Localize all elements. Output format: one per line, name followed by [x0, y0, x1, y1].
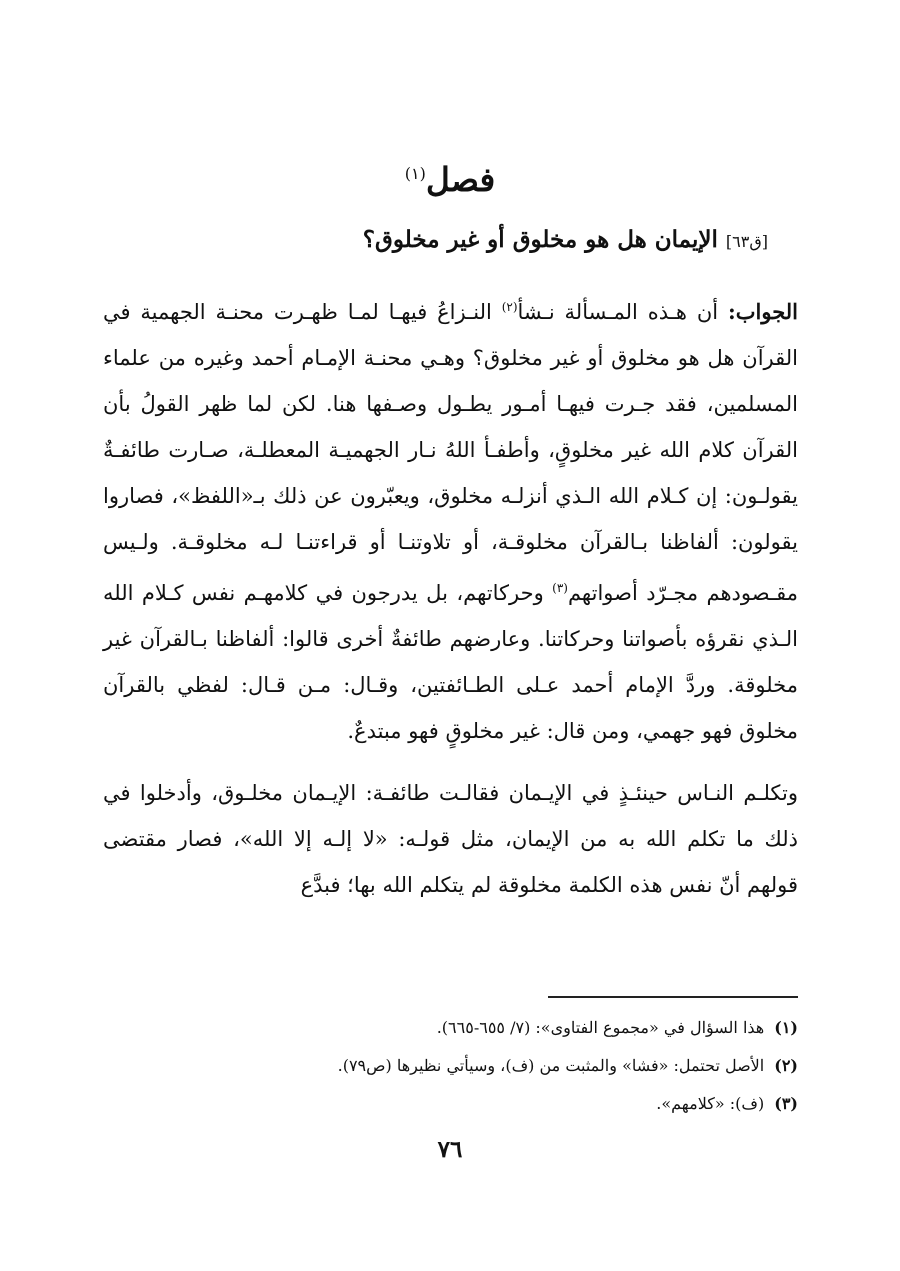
footnote-item	[103, 1085, 798, 1123]
footnote-divider	[548, 996, 798, 998]
footnote-ref-3[interactable]: (٣)	[552, 581, 568, 595]
paragraph-text: النـزاعُ فيهـا لمـا ظهـرت محنـة الجهمية في القرآن هل هو مخلوق أو غير مخلوق؟ وهـي محنـة الإمـام أحمد وغيره من علماء المسلمين، فقد جـرت فيهـا أمـور يطـول وصـفها هنا. لكن لما ظهر القولُ بأن القرآن كلام الله غير مخلوقٍ، وأطفـأ اللهُ نـار الجهميـة المعطلـة، صـارت طائفـةٌ يقولـون: إن كـلام الله الـذي أنزلـه مخلوق، ويعبّرون عن ذلك بـ«اللفظ»، فصاروا يقولون: ألفاظنا بـالقرآن مخلوقـة، أو تلاوتنـا أو قراءتنـا لـه مخلوقـة. ولـيس مقـصودهم مجـرّد أصواتهم	[103, 300, 798, 605]
chapter-heading	[0, 152, 900, 202]
heading-footnote-ref[interactable]: (١)	[404, 164, 426, 183]
footnote-item	[103, 1009, 798, 1047]
footnote-number: (٢)	[774, 1056, 798, 1075]
footnote-text: (ف): «كلامهم».	[656, 1094, 765, 1113]
page-number: ٧٦	[437, 1136, 463, 1163]
footnote-text: هذا السؤال في «مجموع الفتاوى»: (٧/ ٦٥٥-٦٦٥).	[436, 1018, 765, 1037]
footnote-text: الأصل تحتمل: «فشا» والمثبت من (ف)، وسيأتي نظيرها (ص٧٩).	[337, 1056, 765, 1075]
manuscript-ref: [ق٦٣]	[725, 232, 768, 251]
footnote-number: (٣)	[774, 1094, 798, 1113]
paragraph-answer	[103, 284, 798, 754]
footnote-number: (١)	[774, 1018, 798, 1037]
body-text	[103, 284, 798, 908]
heading-title: فصل	[425, 160, 496, 199]
footnote-ref-2[interactable]: (٢)	[501, 300, 518, 314]
answer-label: الجواب:	[728, 299, 798, 324]
paragraph-text: وحركاتهم، بل يدرجون في كلامهـم نفس كـلام الله الـذي نقرؤه بأصواتنا وحركاتنا. وعارضهم طائفةٌ أخرى قالوا: ألفاظنا بـالقرآن غير مخلوقة. وردَّ الإمام أحمد عـلى الطـائفتين، وقـال: مـن قـال: لفظي بالقرآن مخلوق فهو جهمي، ومن قال: غير مخلوقٍ فهو مبتدعٌ.	[103, 581, 798, 743]
question-text: الإيمان هل هو مخلوق أو غير مخلوق؟	[362, 226, 718, 253]
footnote-item	[103, 1047, 798, 1085]
question-heading	[108, 222, 768, 260]
footnotes	[103, 1009, 798, 1123]
paragraph-text: أن هـذه المـسألة نـشأ	[517, 300, 728, 324]
paragraph-second: وتكلـم النـاس حينئـذٍ في الإيـمان فقالـت طائفـة: الإيـمان مخلـوق، وأدخلوا في ذلك ما تكلم الله به من الإيمان، مثل قولـه: «لا إلـه إلا الله»، فصار مقتضى قولهم أنّ نفس هذه الكلمة مخلوقة لم يتكلم الله بها؛ فبدَّع	[103, 781, 798, 897]
